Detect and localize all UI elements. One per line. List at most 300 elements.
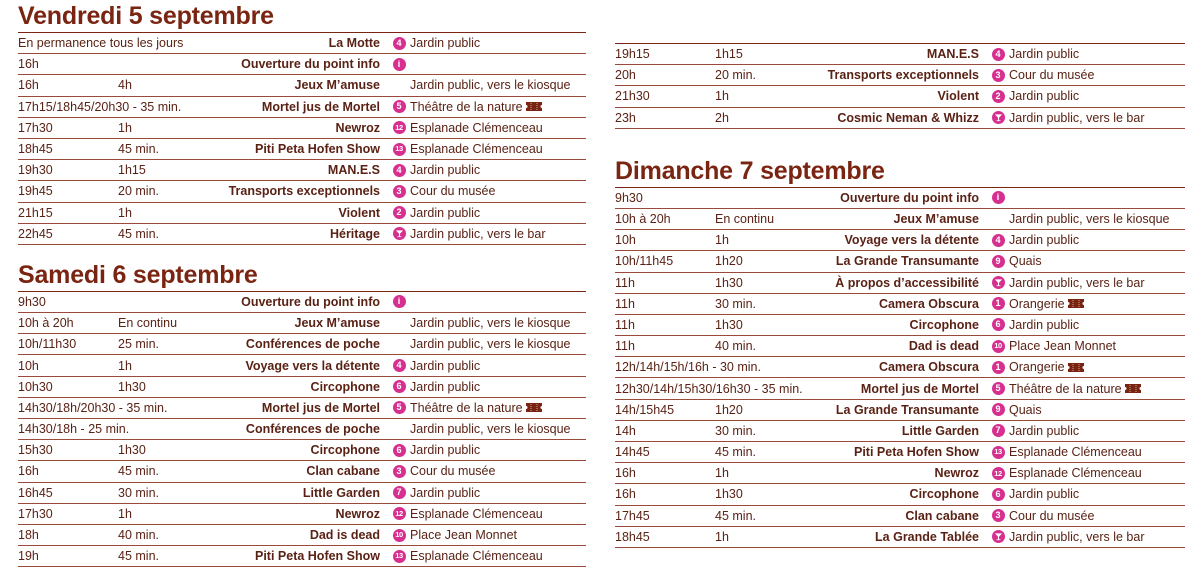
event-badge-cell <box>388 37 410 50</box>
day-saturday <box>18 259 586 567</box>
location-number-badge: 13 <box>393 550 406 563</box>
location-number-badge: 5 <box>393 100 406 113</box>
event-place: Jardin public, vers le kiosque <box>410 337 571 352</box>
event-duration: 1h20 <box>715 402 743 417</box>
location-number-badge: 2 <box>393 206 406 219</box>
event-place-cell <box>410 36 586 50</box>
event-place: Jardin public <box>410 163 481 178</box>
event-title: Clan cabane <box>905 508 979 523</box>
event-place: Orangerie <box>1009 360 1065 375</box>
event-row <box>615 527 1185 548</box>
event-place-cell <box>410 464 586 478</box>
ticket-icon <box>1068 299 1084 308</box>
event-title: Camera Obscura <box>878 296 979 311</box>
event-place-cell <box>410 206 586 220</box>
ticket-icon <box>1068 363 1084 372</box>
cocktail-glass-icon <box>992 111 1005 124</box>
event-place-cell <box>1009 339 1185 353</box>
event-badge-cell <box>987 111 1009 124</box>
location-number-badge: 12 <box>393 507 406 520</box>
event-row <box>615 209 1185 230</box>
event-badge-cell <box>987 424 1009 437</box>
event-time: 17h30 <box>18 120 53 135</box>
event-duration: 1h15 <box>118 163 146 178</box>
event-badge-cell <box>388 486 410 499</box>
event-badge-cell <box>388 444 410 457</box>
event-time: 19h15 <box>615 47 650 62</box>
event-place: Jardin public <box>1009 89 1080 104</box>
event-row <box>18 313 586 334</box>
event-time: En permanence tous les jours <box>18 36 184 51</box>
event-duration: 1h30 <box>118 443 146 458</box>
event-title: Circophone <box>310 379 380 394</box>
event-place: Cour du musée <box>1009 508 1095 523</box>
event-duration: 30 min. <box>118 485 159 500</box>
location-number-badge: 9 <box>992 255 1005 268</box>
event-row <box>18 54 586 75</box>
event-title: Dad is dead <box>908 339 979 354</box>
event-row <box>615 357 1185 378</box>
event-badge-cell <box>987 530 1009 543</box>
event-time: 11h <box>615 339 635 354</box>
event-row <box>18 525 586 546</box>
event-place-cell <box>1009 47 1185 61</box>
event-place-cell <box>1009 466 1185 480</box>
location-number-badge: 1 <box>992 297 1005 310</box>
event-title: Circophone <box>909 487 979 502</box>
location-number-badge: 12 <box>992 467 1005 480</box>
location-number-badge: 3 <box>393 465 406 478</box>
event-place: Jardin public, vers le bar <box>1009 110 1145 125</box>
event-time: 16h45 <box>18 485 53 500</box>
event-time: 10h <box>615 233 636 248</box>
event-place-cell <box>410 337 586 351</box>
location-number-badge: 10 <box>992 340 1005 353</box>
event-row <box>615 400 1185 421</box>
event-row <box>615 336 1185 357</box>
event-place-cell <box>410 184 586 198</box>
event-row <box>615 378 1185 399</box>
event-duration: 1h <box>118 120 132 135</box>
event-place: Jardin public <box>1009 47 1080 62</box>
event-place: Jardin public <box>1009 317 1080 332</box>
event-place: Cour du musée <box>410 184 496 199</box>
event-place: Jardin public, vers le kiosque <box>1009 212 1170 227</box>
event-duration: 40 min. <box>118 528 159 543</box>
event-duration: 25 min. <box>118 337 159 352</box>
event-place-cell <box>410 486 586 500</box>
ticket-icon <box>526 102 542 111</box>
cocktail-glass-icon <box>393 227 406 240</box>
event-title: Transports exceptionnels <box>228 184 380 199</box>
event-title: Ouverture du point info <box>241 294 380 309</box>
event-badge-cell <box>987 48 1009 61</box>
event-row <box>615 506 1185 527</box>
event-time: 12h/14h/15h/16h - 30 min. <box>615 360 761 375</box>
day-title: Vendredi 5 septembre <box>18 2 274 30</box>
cocktail-glass-icon <box>992 276 1005 289</box>
event-title: Ouverture du point info <box>241 57 380 72</box>
event-time: 18h <box>18 528 39 543</box>
location-number-badge: 13 <box>393 143 406 156</box>
event-place-cell <box>1009 111 1185 125</box>
event-place-cell <box>1009 233 1185 247</box>
event-row <box>18 440 586 461</box>
event-title: Mortel jus de Mortel <box>261 400 380 415</box>
event-row <box>18 97 586 118</box>
event-row <box>615 108 1185 129</box>
location-number-badge: 3 <box>393 185 406 198</box>
event-place-cell <box>410 121 586 135</box>
event-place-cell <box>410 443 586 457</box>
event-row <box>18 224 586 245</box>
event-place: Quais <box>1009 402 1042 417</box>
event-place: Jardin public <box>410 443 481 458</box>
event-row <box>615 463 1185 484</box>
event-place-cell <box>1009 445 1185 459</box>
location-number-badge: 7 <box>992 424 1005 437</box>
event-title: Little Garden <box>302 485 380 500</box>
location-number-badge: 4 <box>992 48 1005 61</box>
event-title: Ouverture du point info <box>840 190 979 205</box>
event-badge-cell <box>987 488 1009 501</box>
event-title: Voyage vers la détente <box>844 233 979 248</box>
event-place-cell <box>1009 424 1185 438</box>
event-place-cell <box>410 316 586 330</box>
event-badge-cell <box>987 340 1009 353</box>
event-title: Mortel jus de Mortel <box>261 99 380 114</box>
event-time: 9h30 <box>615 190 643 205</box>
event-time: 17h45 <box>615 508 650 523</box>
event-time: 16h <box>615 487 636 502</box>
location-number-badge: 4 <box>393 359 406 372</box>
event-title: La Grande Tablée <box>875 529 979 544</box>
event-duration: 1h <box>118 358 132 373</box>
location-number-badge: 6 <box>992 488 1005 501</box>
event-place: Esplanade Clémenceau <box>410 120 543 135</box>
event-place: Jardin public <box>410 205 481 220</box>
event-time: 10h à 20h <box>615 212 671 227</box>
event-row <box>18 292 586 313</box>
location-number-badge: 3 <box>992 69 1005 82</box>
event-title: La Grande Transumante <box>835 254 979 269</box>
event-place-cell <box>410 227 586 241</box>
event-duration: 40 min. <box>715 339 756 354</box>
event-badge-cell <box>388 143 410 156</box>
location-number-badge: 13 <box>992 446 1005 459</box>
day-title: Dimanche 7 septembre <box>615 156 885 185</box>
location-number-badge: 4 <box>393 164 406 177</box>
event-badge-cell <box>987 318 1009 331</box>
event-duration: 30 min. <box>715 296 756 311</box>
event-title: Violent <box>338 205 380 220</box>
event-place-cell <box>1009 276 1185 290</box>
event-badge-cell <box>388 58 410 71</box>
event-row <box>615 442 1185 463</box>
event-place: Jardin public <box>410 379 481 394</box>
event-place: Esplanade Clémenceau <box>410 142 543 157</box>
event-place-cell <box>1009 68 1185 82</box>
event-badge-cell <box>987 361 1009 374</box>
event-time: 10h/11h45 <box>615 254 674 269</box>
event-place: Jardin public <box>410 36 481 51</box>
event-title: Piti Peta Hofen Show <box>853 445 979 460</box>
event-badge-cell <box>987 69 1009 82</box>
event-duration: 4h <box>118 78 132 93</box>
info-icon: i <box>393 58 406 71</box>
event-title: Piti Peta Hofen Show <box>254 549 380 564</box>
event-title: Newroz <box>335 120 380 135</box>
event-place: Jardin public, vers le kiosque <box>410 78 571 93</box>
event-badge-cell <box>388 465 410 478</box>
event-place: Théâtre de la nature <box>410 400 523 415</box>
event-badge-cell <box>388 227 410 240</box>
event-row <box>18 334 586 355</box>
event-row <box>615 86 1185 107</box>
location-number-badge: 5 <box>393 401 406 414</box>
event-place-cell <box>410 422 586 436</box>
event-duration: En continu <box>715 212 775 227</box>
event-place-cell <box>1009 254 1185 268</box>
event-badge-cell <box>987 446 1009 459</box>
event-duration: En continu <box>118 316 178 331</box>
event-badge-cell <box>987 467 1009 480</box>
event-row <box>615 273 1185 294</box>
event-row <box>18 419 586 440</box>
event-row <box>18 181 586 202</box>
event-list <box>18 291 586 567</box>
event-place-cell <box>1009 89 1185 103</box>
event-title: Newroz <box>335 506 380 521</box>
event-place: Quais <box>1009 254 1042 269</box>
event-time: 14h45 <box>615 445 650 460</box>
event-place: Jardin public, vers le kiosque <box>410 316 571 331</box>
event-badge-cell <box>388 507 410 520</box>
event-duration: 1h20 <box>715 254 743 269</box>
event-badge-cell <box>388 380 410 393</box>
event-duration: 1h <box>715 466 729 481</box>
location-number-badge: 3 <box>992 509 1005 522</box>
event-row <box>18 160 586 181</box>
event-title: Camera Obscura <box>878 360 979 375</box>
event-place: Esplanade Clémenceau <box>1009 445 1142 460</box>
event-time: 16h <box>18 78 39 93</box>
event-duration: 45 min. <box>118 549 159 564</box>
event-badge-cell <box>987 403 1009 416</box>
event-time: 17h30 <box>18 506 53 521</box>
event-title: Héritage <box>329 226 380 241</box>
info-icon: i <box>992 191 1005 204</box>
location-number-badge: 9 <box>992 403 1005 416</box>
event-place-cell <box>410 78 586 92</box>
event-place: Esplanade Clémenceau <box>410 506 543 521</box>
event-row <box>18 75 586 96</box>
event-title: Jeux M’amuse <box>893 212 979 227</box>
event-place-cell <box>1009 318 1185 332</box>
event-title: Conférences de poche <box>245 337 380 352</box>
event-place: Jardin public <box>1009 487 1080 502</box>
event-title: Newroz <box>934 466 979 481</box>
event-place-cell <box>1009 297 1185 311</box>
event-badge-cell <box>388 359 410 372</box>
event-time: 14h/15h45 <box>615 402 675 417</box>
event-place-cell <box>1009 212 1185 226</box>
event-duration: 1h <box>118 205 132 220</box>
location-number-badge: 7 <box>393 486 406 499</box>
day-title: Samedi 6 septembre <box>18 260 258 289</box>
event-time: 11h <box>615 317 635 332</box>
event-place: Esplanade Clémenceau <box>410 549 543 564</box>
event-time: 10h <box>18 358 39 373</box>
location-number-badge: 6 <box>393 444 406 457</box>
event-place: Esplanade Clémenceau <box>1009 466 1142 481</box>
event-duration: 45 min. <box>118 464 159 479</box>
event-place-cell <box>1009 403 1185 417</box>
event-duration: 1h <box>118 506 132 521</box>
event-time: 14h <box>615 423 636 438</box>
event-duration: 2h <box>715 110 729 125</box>
event-place: Orangerie <box>1009 296 1065 311</box>
event-badge-cell <box>987 297 1009 310</box>
cocktail-glass-icon <box>992 530 1005 543</box>
event-title: Mortel jus de Mortel <box>860 381 979 396</box>
event-time: 21h30 <box>615 89 650 104</box>
event-time: 10h/11h30 <box>18 337 77 352</box>
event-time: 19h30 <box>18 163 53 178</box>
event-row <box>18 398 586 419</box>
event-title: Circophone <box>310 443 380 458</box>
event-title: Transports exceptionnels <box>827 68 979 83</box>
event-badge-cell <box>987 191 1009 204</box>
event-place: Place Jean Monnet <box>1009 339 1117 354</box>
location-number-badge: 6 <box>992 318 1005 331</box>
event-title: MAN.E.S <box>327 163 380 178</box>
event-place-cell <box>410 359 586 373</box>
event-badge-cell <box>987 234 1009 247</box>
event-row <box>18 461 586 482</box>
day-sunday <box>615 155 1185 548</box>
event-place: Cour du musée <box>410 464 496 479</box>
location-number-badge: 12 <box>393 121 406 134</box>
event-place: Théâtre de la nature <box>1009 381 1122 396</box>
event-list <box>18 32 586 245</box>
event-duration: 20 min. <box>118 184 159 199</box>
event-place: Jardin public <box>410 358 481 373</box>
event-duration: 1h <box>715 233 729 248</box>
event-row <box>18 139 586 160</box>
event-place: Théâtre de la nature <box>410 99 523 114</box>
event-title: Violent <box>937 89 979 104</box>
event-time: 18h45 <box>18 142 53 157</box>
location-number-badge: 4 <box>992 234 1005 247</box>
location-number-badge: 2 <box>992 90 1005 103</box>
event-place-cell <box>410 549 586 563</box>
event-row <box>615 294 1185 315</box>
event-time: 19h <box>18 549 39 564</box>
event-duration: 45 min. <box>118 142 159 157</box>
event-time: 15h30 <box>18 443 53 458</box>
event-title: Conférences de poche <box>245 422 380 437</box>
event-duration: 1h15 <box>715 47 743 62</box>
event-row <box>18 203 586 224</box>
event-place: Jardin public, vers le bar <box>1009 529 1145 544</box>
event-badge-cell <box>388 401 410 414</box>
event-row <box>615 230 1185 251</box>
event-row <box>18 33 586 54</box>
event-place: Jardin public <box>410 485 481 500</box>
event-time: 21h15 <box>18 205 53 220</box>
event-duration: 1h30 <box>715 487 743 502</box>
event-time: 11h <box>615 296 635 311</box>
event-title: Jeux M’amuse <box>294 78 380 93</box>
event-time: 19h45 <box>18 184 53 199</box>
event-title: Cosmic Neman & Whizz <box>837 110 979 125</box>
event-badge-cell <box>388 550 410 563</box>
event-place: Jardin public, vers le bar <box>410 226 546 241</box>
event-title: Voyage vers la détente <box>245 358 380 373</box>
event-place-cell <box>410 401 586 415</box>
event-place: Place Jean Monnet <box>410 528 518 543</box>
event-time: 22h45 <box>18 226 53 241</box>
event-list <box>615 43 1185 129</box>
event-time: 14h30/18h/20h30 - 35 min. <box>18 400 168 415</box>
event-duration: 1h <box>715 89 729 104</box>
event-place-cell <box>410 507 586 521</box>
event-time: 14h30/18h - 25 min. <box>18 422 130 437</box>
event-duration: 1h30 <box>715 317 743 332</box>
event-duration: 1h30 <box>715 275 743 290</box>
event-duration: 20 min. <box>715 68 756 83</box>
event-place-cell <box>1009 487 1185 501</box>
event-title: Little Garden <box>901 423 979 438</box>
event-title: La Grande Transumante <box>835 402 979 417</box>
event-time: 20h <box>615 68 636 83</box>
event-place-cell <box>410 380 586 394</box>
event-row <box>615 484 1185 505</box>
event-badge-cell <box>388 529 410 542</box>
event-time: 12h30/14h/15h30/16h30 - 35 min. <box>615 381 803 396</box>
event-place: Jardin public <box>1009 233 1080 248</box>
event-place-cell <box>1009 509 1185 523</box>
event-time: 16h <box>18 57 39 72</box>
event-place-cell <box>410 142 586 156</box>
ticket-icon <box>1125 384 1141 393</box>
event-place: Jardin public <box>1009 423 1080 438</box>
event-badge-cell <box>987 276 1009 289</box>
event-row <box>18 504 586 525</box>
event-place: Jardin public, vers le bar <box>1009 275 1145 290</box>
info-icon: i <box>393 295 406 308</box>
event-time: 11h <box>615 275 635 290</box>
location-number-badge: 1 <box>992 361 1005 374</box>
event-list <box>615 187 1185 548</box>
event-row <box>615 251 1185 272</box>
event-row <box>18 355 586 376</box>
location-number-badge: 6 <box>393 380 406 393</box>
event-time: 23h <box>615 110 636 125</box>
event-place: Jardin public, vers le kiosque <box>410 422 571 437</box>
day-saturday-continued <box>615 43 1185 129</box>
event-row <box>615 421 1185 442</box>
event-time: 18h45 <box>615 529 650 544</box>
event-duration: 45 min. <box>715 445 756 460</box>
location-number-badge: 4 <box>393 37 406 50</box>
ticket-icon <box>526 403 542 412</box>
event-time: 16h <box>18 464 39 479</box>
event-title: À propos d’accessibilité <box>835 275 979 290</box>
event-badge-cell <box>388 206 410 219</box>
event-badge-cell <box>987 509 1009 522</box>
